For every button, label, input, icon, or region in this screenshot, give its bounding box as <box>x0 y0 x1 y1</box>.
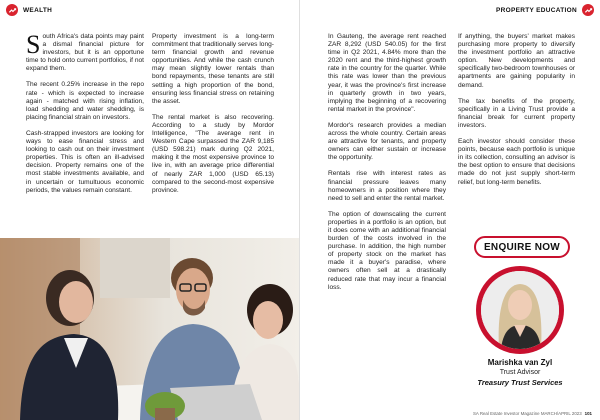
article-column-2 <box>152 33 274 203</box>
article-column-1 <box>26 30 144 203</box>
paragraph: Each investor should consider these points, because each portfolio is unique in its collection, consulting an advisor is the best option to ensure that decisions made do not just supply short-term relief, but long-term benefits. <box>458 138 575 186</box>
advisor-name: Marishka van Zyl <box>487 358 553 367</box>
section-label-wealth: WEALTH <box>23 6 53 14</box>
right-header <box>300 0 600 20</box>
trend-logo-icon <box>6 4 18 16</box>
intro-paragraph: South Africa's data points may paint a dismal financial picture for investors, but it is an opportune time to hold onto current portfolios, if not expand them. <box>26 30 144 73</box>
paragraph: The rental market is also recovering. According to a study by Mordor Intelligence, "The average rent in Western Cape surpassed the ZAR 9,185 (USD 598.21) mark during Q2 2021, making it the most expensive province to live in, with an average price differential of nearly ZAR 1,000 (USD 65.13) compared to the second-most expensive province. <box>152 113 274 194</box>
paragraph: The recent 0.25% increase in the repo rate - which is expected to increase again - matched with rising inflation, load shedding and water shedding, is placing financial strain on investors. <box>26 81 144 121</box>
advisor-card <box>450 358 590 387</box>
enquire-now-button[interactable]: ENQUIRE NOW <box>474 236 570 258</box>
paragraph: Mordor's research provides a median across the whole country. Certain areas are attractive for tenants, and property owners can either sustain or increase the opportunity. <box>328 121 446 162</box>
paragraph: If anything, the buyers' market makes purchasing more property to diversify the investment portfolio an attractive option. New developments and specifically two-bedroom townhouses or apartments are gaining popularity in demand. <box>458 33 575 89</box>
article-column-4 <box>458 33 575 195</box>
paragraph: Cash-strapped investors are looking for ways to ease financial stress and looking to cash out on their investment properties. This is often an ill-advised decision. Property remains one of the most stable investments available, and in uncertain or tumultuous economic periods, the values remain constant. <box>26 129 144 194</box>
drop-cap: S <box>26 30 41 59</box>
advisor-company: Treasury Trust Services <box>477 378 563 387</box>
right-page <box>300 0 600 420</box>
page-number: 101 <box>584 411 592 416</box>
paragraph: In Gauteng, the average rent reached ZAR 8,292 (USD 540.05) for the first time in Q2 2021, 4.84% more than the 2020 rent and the third-highest growth rate in the country for the quarter. While this rate was lower than the previous year, it was the province's first increase in quarterly growth in two years, implying the beginning of a recovering rental market in the province". <box>328 33 446 113</box>
page-footer <box>473 411 592 416</box>
advisor-title: Trust Advisor <box>499 369 541 376</box>
advisor-avatar <box>481 271 559 349</box>
trend-logo-icon <box>582 4 594 16</box>
publication-name: SA Real Estate Investor Magazine MARCH/APRIL 2023 <box>472 411 582 416</box>
article-column-3 <box>328 33 446 300</box>
left-header <box>0 0 300 20</box>
advisor-photo-frame <box>476 266 564 354</box>
paragraph: The tax benefits of the property, specifically in a Living Trust provide a financial break for current property investors. <box>458 97 575 129</box>
meeting-photo <box>0 238 300 420</box>
paragraph: The option of downscaling the current properties in a portfolio is an option, but it does come with an additional financial burden of the costs involved in the purchase. In addition, the high number of property stock on the market has made it a buyer's paradise, where owners often sell at a drastically reduced rate that may incur a financial loss. <box>328 210 446 291</box>
paragraph: Property investment is a long-term commitment that traditionally serves long-term financial growth and revenue opportunities. And while the cash crunch may mean slightly lower rentals than bond repayments, these tenants are still settling a high proportion of the bond, ensuring less financial stress on retaining the asset. <box>152 33 274 105</box>
paragraph: Rentals rise with interest rates as financial pressure leaves many homeowners in a position where they need to sell and enter the rental market. <box>328 170 446 202</box>
section-label-property-education: PROPERTY EDUCATION <box>495 6 577 14</box>
